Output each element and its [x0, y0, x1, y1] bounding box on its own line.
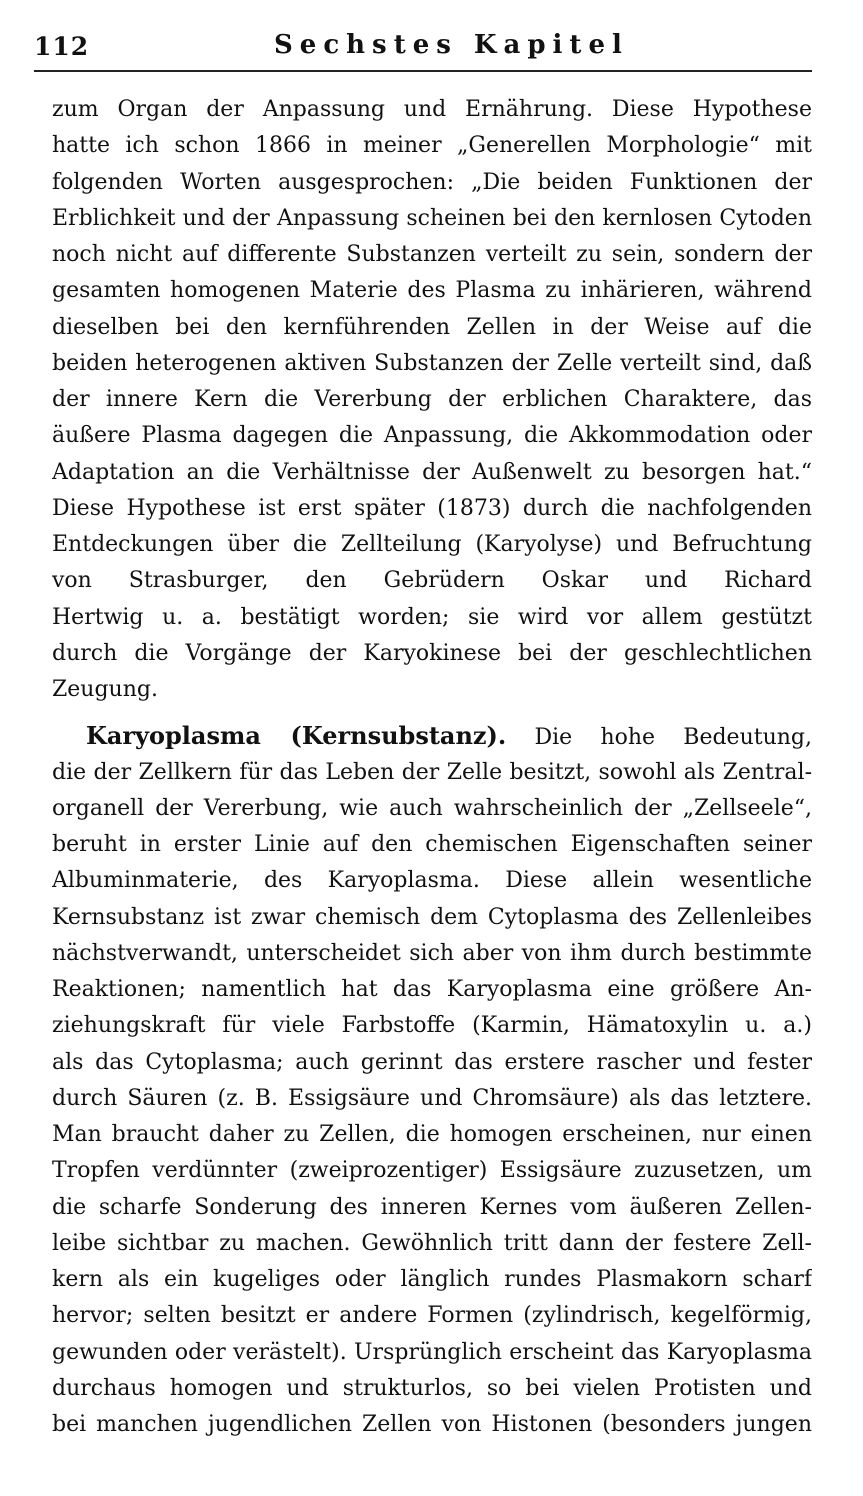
section-first-line-text: Die hohe Bedeutung, [534, 725, 812, 751]
body-text [52, 92, 812, 1443]
text-line: Hertwig u. a. bestätigt worden; sie wird vor allem gestützt [52, 604, 812, 630]
text-line: Adaptation an die Verhältnisse der Außenwelt zu besorgen hat.“ [52, 459, 812, 485]
text-line: Reaktionen; namentlich hat das Karyoplasma eine größere An- [52, 977, 812, 1002]
text-line: Zeugung. [52, 677, 158, 702]
section-heading: Karyoplasma (Kernsubstanz). [86, 721, 507, 751]
text-line: ziehungskraft für viele Farbstoffe (Karmin, Hämatoxylin u. a.) [52, 1013, 812, 1039]
paragraph-2 [52, 718, 812, 1443]
text-line: als das Cytoplasma; auch gerinnt das erstere rascher und fester [52, 1049, 812, 1075]
text-line: durch Säuren (z. B. Essigsäure und Chromsäure) als das letztere. [52, 1085, 812, 1111]
text-line: Erblichkeit und der Anpassung scheinen bei den kernlosen Cytoden [52, 205, 812, 231]
paragraph-1 [52, 92, 812, 708]
text-line: durch die Vorgänge der Karyokinese bei der geschlechtlichen [52, 640, 812, 666]
text-line: kern als ein kugeliges oder länglich rundes Plasmakorn scharf [52, 1267, 812, 1292]
text-line: organell der Vererbung, wie auch wahrscheinlich der „Zellseele“, [52, 795, 812, 821]
text-line: bei manchen jugendlichen Zellen von Histonen (besonders jungen [52, 1412, 812, 1437]
text-line: die scharfe Sonderung des inneren Kernes vom äußeren Zellen- [52, 1194, 812, 1220]
text-line: von Strasburger, den Gebrüdern Oskar und Richard [52, 568, 812, 594]
text-line: nächstverwandt, unterscheidet sich aber von ihm durch bestimmte [52, 940, 812, 966]
text-line: Entdeckungen über die Zellteilung (Karyolyse) und Befruchtung [52, 532, 812, 557]
text-line: folgenden Worten ausgesprochen: „Die beiden Funktionen der [52, 169, 812, 195]
text-line: Man braucht daher zu Zellen, die homogen erscheinen, nur einen [52, 1122, 812, 1147]
text-line: Albuminmaterie, des Karyoplasma. Diese allein wesentliche [52, 868, 812, 894]
section-first-line [52, 718, 812, 754]
text-line: Tropfen verdünnter (zweiprozentiger) Essigsäure zuzusetzen, um [52, 1158, 812, 1184]
text-line: zum Organ der Anpassung und Ernährung. Diese Hypothese [52, 97, 812, 122]
text-line: hervor; selten besitzt er andere Formen (zylindrisch, kegelförmig, [52, 1303, 812, 1329]
text-line: noch nicht auf differente Substanzen verteilt zu sein, sondern der [52, 242, 812, 267]
text-line: dieselben bei den kernführenden Zellen in der Weise auf die [52, 314, 812, 340]
text-line: durchaus homogen und strukturlos, so bei vielen Protisten und [52, 1375, 812, 1401]
text-line: der innere Kern die Vererbung der erblichen Charaktere, das [52, 387, 812, 412]
text-line: Diese Hypothese ist erst später (1873) durch die nachfolgenden [52, 495, 812, 521]
page-number: 112 [34, 32, 90, 61]
running-head: Sechstes Kapitel [274, 30, 629, 60]
page-header [34, 28, 812, 72]
text-line: Kernsubstanz ist zwar chemisch dem Cytoplasma des Zellenleibes [52, 904, 812, 930]
text-line: äußere Plasma dagegen die Anpassung, die Akkommodation oder [52, 423, 812, 449]
text-line: beruht in erster Linie auf den chemischen Eigenschaften seiner [52, 832, 812, 857]
text-line: leibe sichtbar zu machen. Gewöhnlich tritt dann der festere Zell- [52, 1230, 812, 1256]
text-line: die der Zellkern für das Leben der Zelle besitzt, sowohl als Zentral- [52, 759, 812, 785]
text-line: gesamten homogenen Materie des Plasma zu inhärieren, während [52, 278, 812, 304]
text-line: hatte ich schon 1866 in meiner „Generellen Morphologie“ mit [52, 133, 812, 159]
text-line: beiden heterogenen aktiven Substanzen der Zelle verteilt sind, daß [52, 350, 812, 376]
text-line: gewunden oder verästelt). Ursprünglich erscheint das Karyoplasma [52, 1339, 812, 1365]
